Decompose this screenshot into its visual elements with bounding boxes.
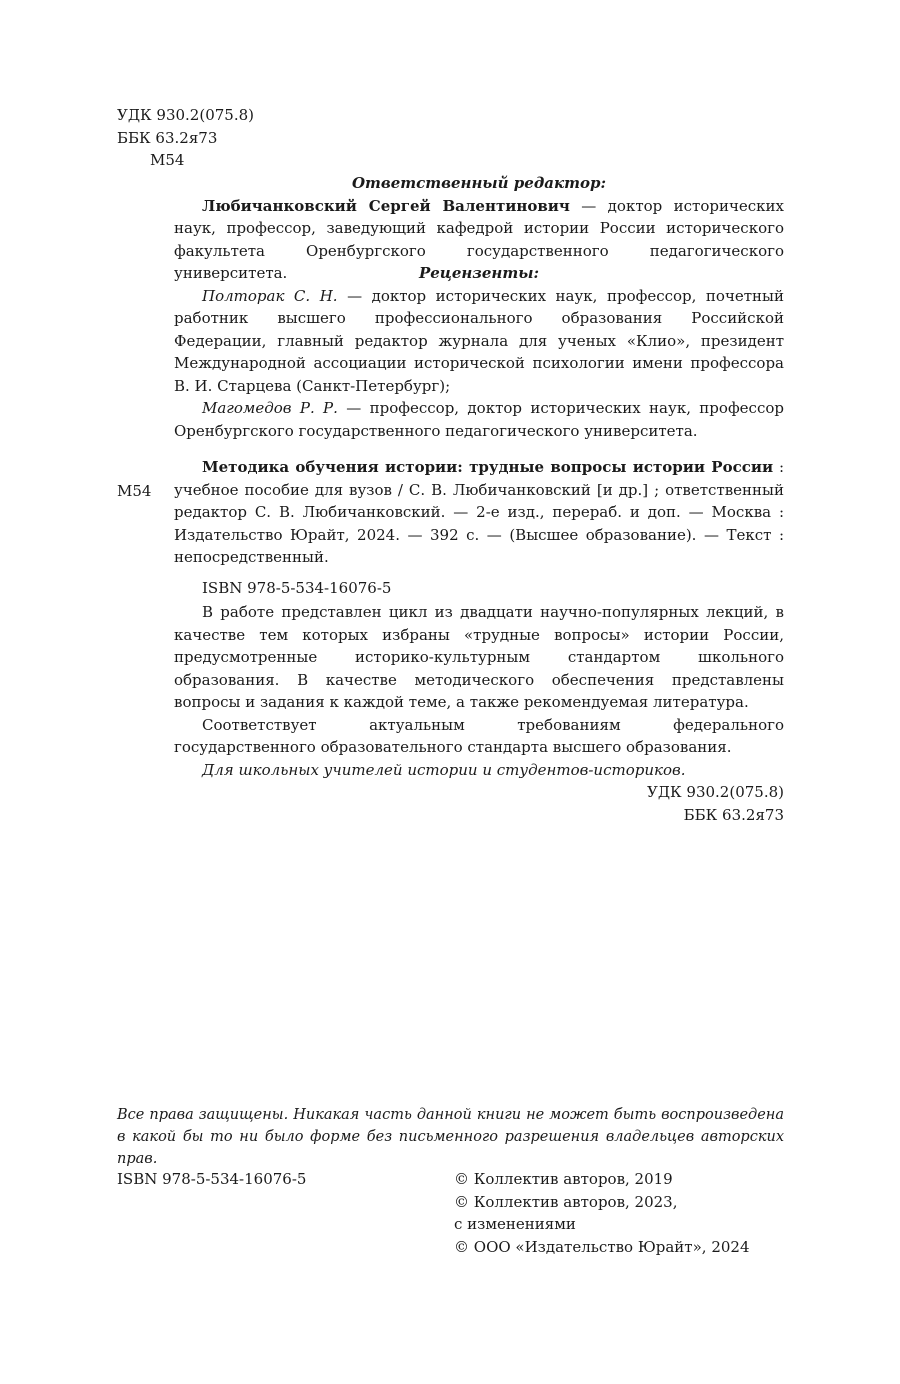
copyright-list [454,1168,784,1258]
reviewers-section [174,262,784,442]
copyright-line: с изменениями [454,1215,576,1233]
bibliographic-record [174,456,784,599]
book-details: : учебное пособие для вузов / С. В. Любичанковский [и др.] ; ответственный редактор С. В. Любичанковский. — 2-е изд., перераб. и доп. — Москва : Издательство Юрайт, 2024. — 392 с. — (Высшее образование). — Текст : непосредственный. [174,458,784,566]
editor-description: — доктор исторических наук, профессор, заведующий кафедрой истории России исторического факультета Оренбургского государственного педагогического университета. [174,196,784,282]
annotation-bbk: ББК 63.2я73 [683,805,784,824]
bibliographic-description [174,456,784,569]
copyright-line: © ООО «Издательство Юрайт», 2024 [454,1237,750,1256]
annotation-paragraph-2: Соответствует актуальным требованиям федерального государственного образовательного стандарта высшего образования. [174,715,784,756]
copyright-line: © Коллектив авторов, 2019 [454,1170,673,1188]
editor-heading: Ответственный редактор: [351,174,607,192]
audience-line: Для школьных учителей истории и студентов-историков. [202,760,686,779]
annotation-udk: УДК 930.2(075.8) [647,783,784,801]
reviewer-name: Полторак С. Н. [202,286,338,305]
reviewer-name: Магомедов Р. Р. [202,399,338,417]
copyright-line: © Коллектив авторов, 2023, [454,1192,678,1211]
reviewers-heading: Рецензенты: [418,264,540,282]
book-title: Методика обучения истории: трудные вопросы истории России [202,458,774,476]
reviewer-item [174,285,784,398]
reviewer-description: — профессор, доктор исторических наук, профессор Оренбургского государственного педагогического университета. [174,399,784,440]
udk-code: УДК 930.2(075.8) [117,106,254,124]
margin-author-mark: М54 [117,482,152,500]
author-mark: М54 [150,151,185,169]
bbk-code: ББК 63.2я73 [117,128,218,147]
isbn-line: ISBN 978-5-534-16076-5 [202,578,392,597]
classification-block [117,104,317,172]
annotation-paragraph-1: В работе представлен цикл из двадцати научно-популярных лекций, в качестве тем которых избраны «трудные вопросы» истории России, предусмотренные историко-культурным стандартом школьного образования. В качестве методического обеспечения представлены вопросы и задания к каждой теме, а также рекомендуемая литература. [174,603,784,711]
reviewer-description: — доктор исторических наук, профессор, почетный работник высшего профессионального образования Российской Федерации, главный редактор журнала для ученых «Клио», президент Международной ассоциации исторической психологии имени профессора В. И. Старцева (Санкт-Петербург); [174,286,784,395]
footer-isbn: ISBN 978-5-534-16076-5 [117,1170,307,1188]
rights-notice: Все права защищены. Никакая часть данной книги не может быть воспроизведена в какой бы то ни было форме без письменного разрешения владельцев авторских прав. [117,1107,784,1167]
reviewer-item [174,397,784,442]
annotation-section [174,601,784,826]
editor-name: Любичанковский Сергей Валентинович [202,196,570,215]
